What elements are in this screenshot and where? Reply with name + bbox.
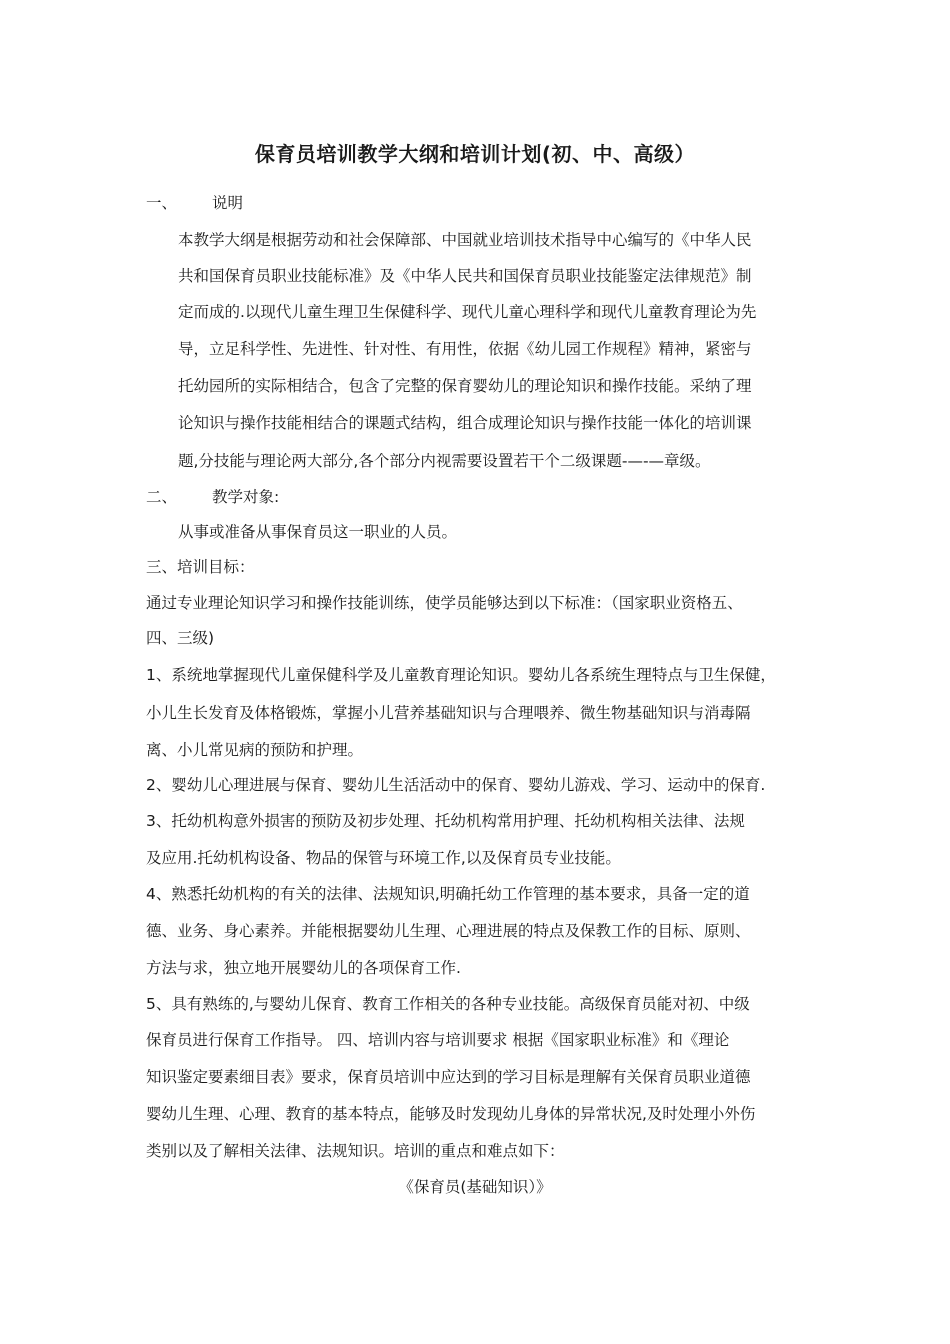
list-item-line: 3、托幼机构意外损害的预防及初步处理、托幼机构常用护理、托幼机构相关法律、法规 bbox=[146, 812, 745, 830]
paragraph-line: 从事或准备从事保育员这一职业的人员。 bbox=[178, 523, 458, 541]
list-item-line: 及应用.托幼机构设备、物品的保管与环境工作,以及保育员专业技能。 bbox=[146, 849, 621, 867]
list-item-line: 离、小儿常见病的预防和护理。 bbox=[146, 741, 364, 759]
list-item-line: 知识鉴定要素细目表》要求，保育员培训中应达到的学习目标是理解有关保育员职业道德 bbox=[146, 1068, 751, 1086]
list-item-line: 德、业务、身心素养。并能根据婴幼儿生理、心理进展的特点及保教工作的目标、原则、 bbox=[146, 922, 751, 940]
paragraph-line: 题,分技能与理论两大部分,各个部分内视需要设置若干个二级课题-—-—章级。 bbox=[178, 452, 711, 470]
section-3-heading: 三、培训目标： bbox=[146, 558, 255, 576]
paragraph-line: 托幼园所的实际相结合，包含了完整的保育婴幼儿的理论知识和操作技能。采纳了理 bbox=[178, 377, 752, 395]
paragraph-line: 通过专业理论知识学习和操作技能训练，使学员能够达到以下标准：（国家职业资格五、 bbox=[146, 594, 743, 612]
paragraph-line: 定而成的.以现代儿童生理卫生保健科学、现代儿童心理科学和现代儿童教育理论为先 bbox=[178, 303, 757, 321]
section-2-number: 二、 bbox=[146, 488, 178, 506]
list-item-line: 1、系统地掌握现代儿童保健科学及儿童教育理论知识。婴幼儿各系统生理特点与卫生保健， bbox=[146, 666, 776, 684]
section-1-heading bbox=[146, 193, 243, 213]
list-item-line: 保育员进行保育工作指导。 四、培训内容与培训要求 根据《国家职业标准》和《理论 bbox=[146, 1031, 730, 1049]
paragraph-line: 本教学大纲是根据劳动和社会保障部、中国就业培训技术指导中心编写的《中华人民 bbox=[178, 231, 752, 249]
paragraph-line: 四、三级) bbox=[146, 629, 215, 647]
list-item-line: 小儿生长发育及体格锻炼，掌握小儿营养基础知识与合理喂养、微生物基础知识与消毒隔 bbox=[146, 704, 751, 722]
list-item-line: 4、熟悉托幼机构的有关的法律、法规知识,明确托幼工作管理的基本要求，具备一定的道 bbox=[146, 885, 750, 903]
list-item-line: 类别以及了解相关法律、法规知识。培训的重点和难点如下： bbox=[146, 1142, 565, 1160]
document-title: 保育员培训教学大纲和培训计划(初、中、高级） bbox=[254, 142, 696, 166]
subheading: 《保育员(基础知识）》 bbox=[398, 1178, 552, 1196]
list-item-line: 方法与求，独立地开展婴幼儿的各项保育工作. bbox=[146, 959, 461, 977]
list-item-line: 2、婴幼儿心理进展与保育、婴幼儿生活活动中的保育、婴幼儿游戏、学习、运动中的保育. bbox=[146, 776, 766, 794]
paragraph-line: 共和国保育员职业技能标准》及《中华人民共和国保育员职业技能鉴定法律规范》制 bbox=[178, 267, 752, 285]
section-2-heading bbox=[146, 487, 279, 507]
paragraph-line: 论知识与操作技能相结合的课题式结构，组合成理论知识与操作技能一体化的培训课 bbox=[178, 414, 752, 432]
list-item-line: 5、具有熟练的,与婴幼儿保育、教育工作相关的各种专业技能。高级保育员能对初、中级 bbox=[146, 995, 750, 1013]
section-1-title: 说明 bbox=[212, 194, 244, 212]
paragraph-line: 导，立足科学性、先进性、针对性、有用性，依据《幼儿园工作规程》精神，紧密与 bbox=[178, 340, 752, 358]
section-1-number: 一、 bbox=[146, 194, 178, 212]
section-2-title: 教学对象: bbox=[212, 488, 280, 506]
list-item-line: 婴幼儿生理、心理、教育的基本特点，能够及时发现幼儿身体的异常状况,及时处理小外伤 bbox=[146, 1105, 756, 1123]
